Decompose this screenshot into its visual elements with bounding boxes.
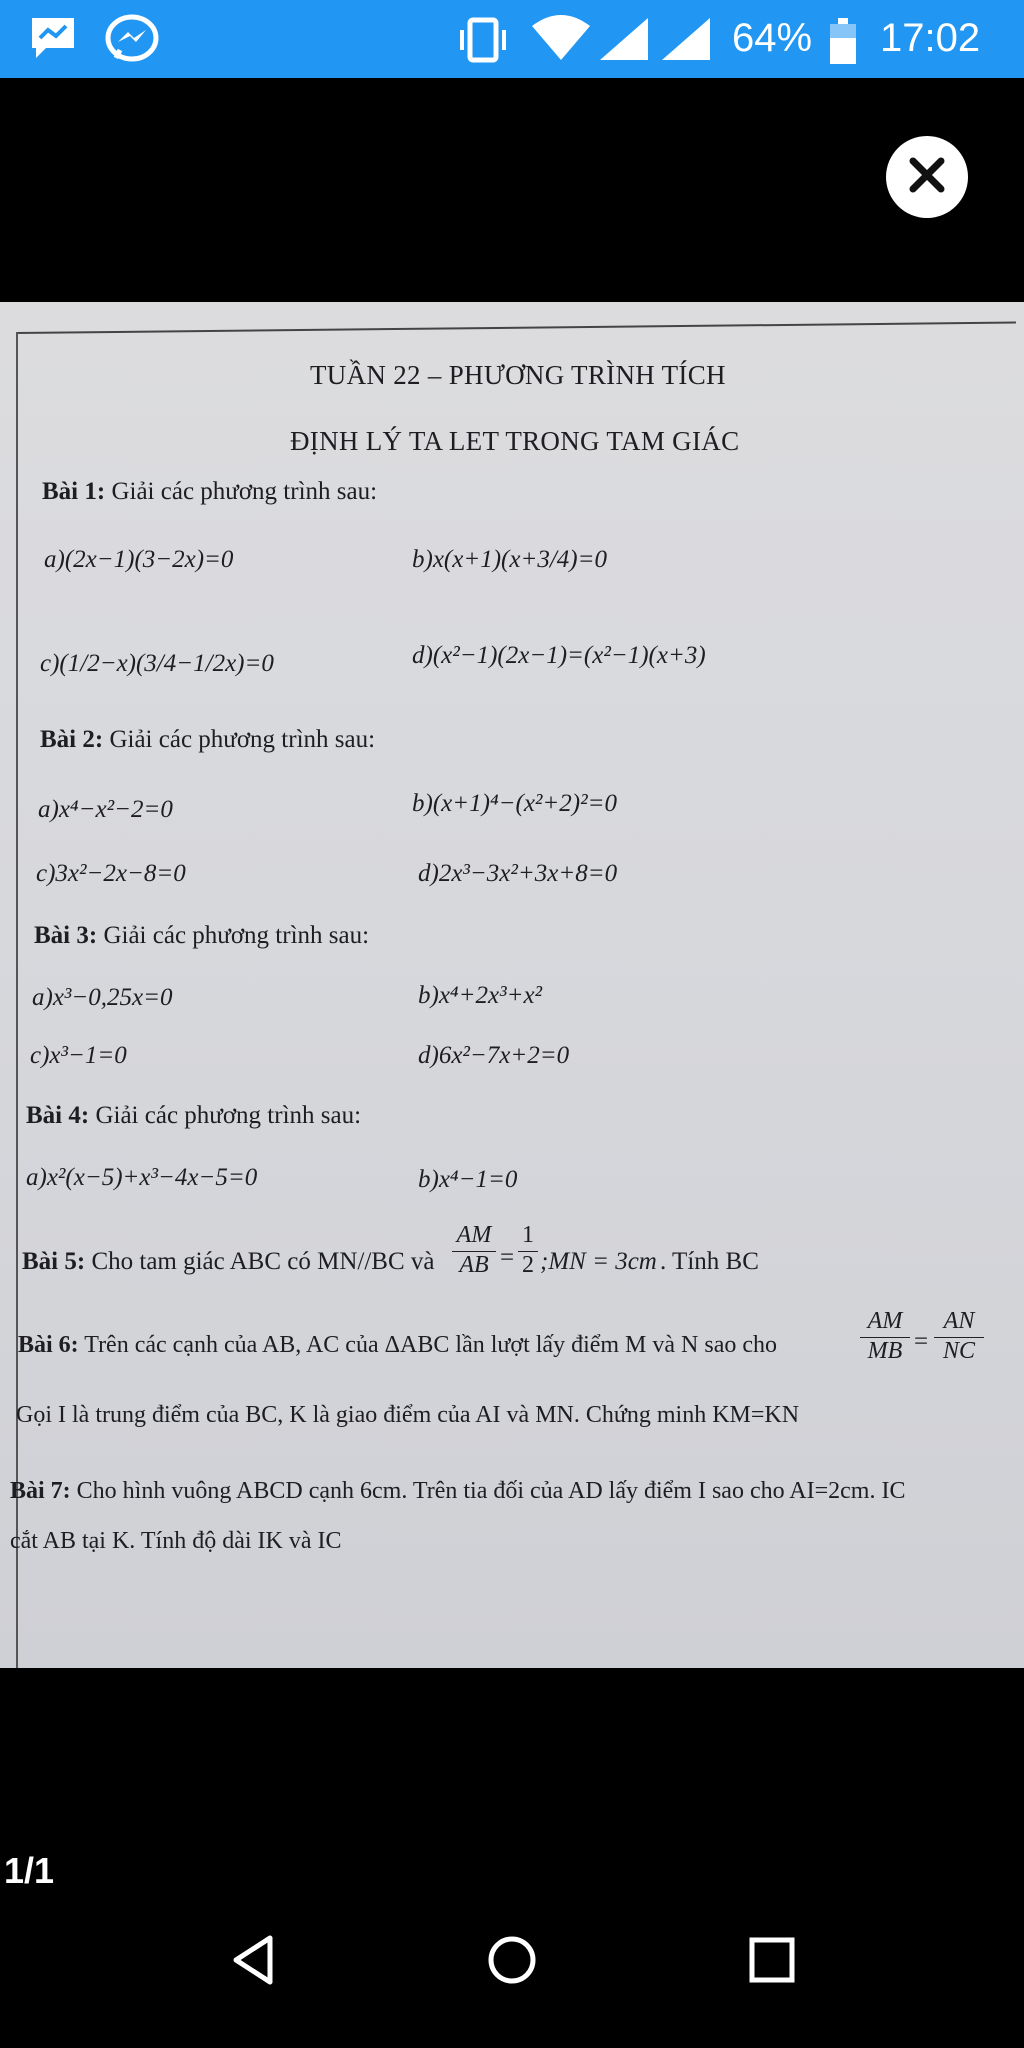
bai4-heading: [26, 1102, 361, 1130]
bai2-d: d)2x³−3x²+3x+8=0: [418, 860, 618, 887]
bai7-line-1: [10, 1478, 905, 1505]
bai6-f1-num: AM: [867, 1308, 903, 1334]
bai3-c: c)x³−1=0: [30, 1042, 127, 1069]
clock: 17:02: [880, 16, 981, 60]
doc-title-1: TUẦN 22 – PHƯƠNG TRÌNH TÍCH: [310, 360, 726, 390]
vibrate-icon: [458, 10, 508, 70]
bai4-text: Giải các phương trình sau:: [95, 1102, 362, 1129]
bai5-line: [22, 1248, 435, 1276]
recents-button[interactable]: [744, 1932, 800, 1993]
page-counter: 1/1: [4, 1850, 55, 1891]
bai4-label: Bài 4:: [26, 1102, 90, 1129]
messaging-icon: [28, 14, 78, 69]
bai2-label: Bài 2:: [40, 726, 104, 753]
messenger-icon: [104, 14, 160, 71]
bai6-line-1: [18, 1332, 777, 1359]
bai2-text: Giải các phương trình sau:: [109, 726, 376, 753]
status-bar: [0, 0, 1024, 78]
bai1-a: a)(2x−1)(3−2x)=0: [44, 546, 234, 573]
bai2-heading: [40, 726, 375, 754]
back-button[interactable]: [228, 1932, 278, 1993]
bai6-label: Bài 6:: [18, 1332, 79, 1358]
recents-icon: [744, 1975, 800, 1992]
bai3-label: Bài 3:: [34, 922, 98, 949]
bai7-label: Bài 7:: [10, 1478, 71, 1504]
bai6-f2-den: NC: [934, 1337, 984, 1365]
bai6-eq: =: [914, 1328, 929, 1355]
bai7-text-2: cắt AB tại K. Tính độ dài IK và IC: [10, 1528, 342, 1554]
bai1-d: d)(x²−1)(2x−1)=(x²−1)(x+3): [412, 642, 706, 669]
bai2-a: a)x⁴−x²−2=0: [38, 796, 173, 823]
bai2-c: c)3x²−2x−8=0: [36, 860, 186, 887]
bai3-text: Giải các phương trình sau:: [103, 922, 370, 949]
bai6-f2-num: AN: [943, 1308, 975, 1334]
bai5-half-num: 1: [522, 1222, 534, 1248]
bai3-b: b)x⁴+2x³+x²: [418, 982, 543, 1009]
bai2-b: b)(x+1)⁴−(x²+2)²=0: [412, 790, 617, 817]
bai6-fraction-an-nc: [934, 1308, 984, 1365]
battery-percent: 64%: [732, 16, 813, 60]
bai5-fraction-half: [518, 1222, 538, 1279]
battery-icon: [828, 10, 858, 70]
bai3-a: a)x³−0,25x=0: [32, 984, 173, 1011]
signal-icon-2: [660, 10, 712, 70]
bai5-text-3: . Tính BC: [660, 1248, 759, 1275]
bai5-frac-num: AM: [456, 1222, 492, 1248]
bai5-label: Bài 5:: [22, 1248, 86, 1275]
wifi-icon: [530, 10, 592, 70]
bai3-heading: [34, 922, 369, 950]
back-icon: [228, 1975, 278, 1992]
home-icon: [484, 1975, 540, 1992]
doc-border-top: [16, 322, 1016, 334]
doc-title-2: ĐỊNH LÝ TA LET TRONG TAM GIÁC: [290, 426, 740, 456]
bai6-text-1: Trên các cạnh của AB, AC của ΔABC lần lượt lấy điểm M và N sao cho: [84, 1332, 778, 1358]
bai1-c: c)(1/2−x)(3/4−1/2x)=0: [40, 650, 274, 677]
bai5-frac-den: AB: [452, 1251, 496, 1279]
bai5-half-den: 2: [518, 1251, 538, 1279]
bai6-fraction-am-mb: [860, 1308, 910, 1365]
bai6-text-2: Gọi I là trung điểm của BC, K là giao điểm của AI và MN. Chứng minh KM=KN: [16, 1402, 800, 1428]
bai5-eq: =: [500, 1244, 515, 1271]
bai1-b: b)x(x+1)(x+3/4)=0: [412, 546, 607, 573]
home-button[interactable]: [484, 1932, 540, 1993]
signal-icon: [598, 10, 650, 70]
bai5-text-1: Cho tam giác ABC có MN//BC và: [91, 1248, 435, 1275]
bai7-text-1: Cho hình vuông ABCD cạnh 6cm. Trên tia đối của AD lấy điểm I sao cho AI=2cm. IC: [76, 1478, 906, 1504]
bai6-f1-den: MB: [860, 1337, 910, 1365]
bai5-text-2: ;MN = 3cm: [540, 1248, 657, 1275]
bai5-fraction-am-ab: [452, 1222, 496, 1279]
close-icon: [907, 155, 947, 200]
bai3-d: d)6x²−7x+2=0: [418, 1042, 570, 1069]
bai1-heading: [42, 478, 377, 506]
bai1-text: Giải các phương trình sau:: [111, 478, 378, 505]
bai4-a: a)x²(x−5)+x³−4x−5=0: [26, 1164, 258, 1191]
bai1-label: Bài 1:: [42, 478, 106, 505]
document-image[interactable]: [0, 302, 1024, 1668]
doc-border-left: [16, 332, 18, 1668]
bai4-b: b)x⁴−1=0: [418, 1166, 518, 1193]
close-button[interactable]: [886, 136, 968, 218]
